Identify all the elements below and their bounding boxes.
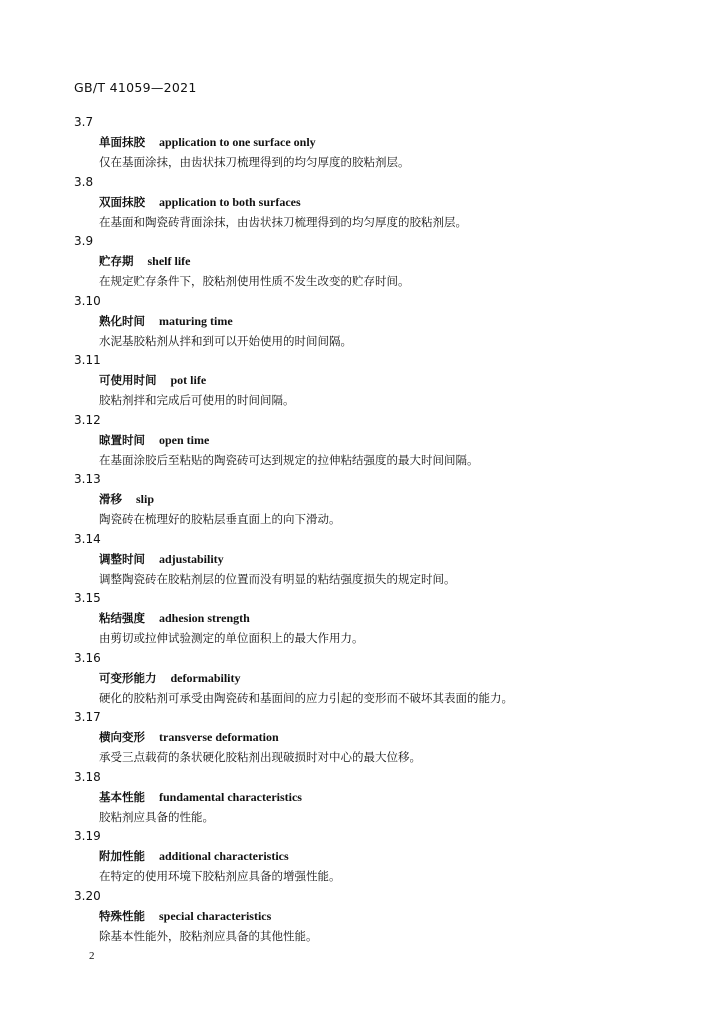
entry-number: 3.12 (74, 412, 101, 427)
entry-definition: 胶粘剂应具备的性能。 (99, 809, 214, 824)
entry-number: 3.17 (74, 710, 101, 724)
entry-definition: 在基面涂胶后至粘贴的陶瓷砖可达到规定的拉伸粘结强度的最大时间间隔。 (99, 452, 479, 467)
term-entry-3-9 (0, 231, 724, 291)
entry-number: 3.15 (74, 591, 101, 605)
term-chinese: 贮存期 (99, 254, 134, 268)
entry-definition: 承受三点载荷的条状硬化胶粘剂出现破损时对中心的最大位移。 (99, 750, 421, 764)
term-entry-3-11 (0, 350, 724, 410)
entry-number: 3.13 (74, 472, 101, 486)
term-chinese: 基本性能 (99, 789, 145, 804)
entry-term (99, 668, 241, 688)
entry-number: 3.8 (74, 174, 94, 189)
term-entry-3-7 (0, 112, 724, 172)
entry-term (99, 430, 209, 450)
entry-definition: 水泥基胶粘剂从拌和到可以开始使用的时间间隔。 (99, 333, 352, 348)
term-english: adhesion strength (159, 611, 250, 625)
entry-term (99, 311, 233, 331)
entry-definition: 由剪切或拉伸试验测定的单位面积上的最大作用力。 (99, 631, 364, 645)
term-english: application to one surface only (159, 135, 316, 149)
entry-definition: 仅在基面涂抹，由齿状抹刀梳理得到的均匀厚度的胶粘剂层。 (99, 155, 410, 169)
term-entry-3-20 (0, 886, 724, 946)
term-chinese: 滑移 (99, 492, 122, 506)
entry-number: 3.10 (74, 293, 101, 308)
term-chinese: 双面抹胶 (99, 194, 145, 209)
term-english: transverse deformation (159, 730, 279, 744)
entry-definition: 除基本性能外，胶粘剂应具备的其他性能。 (99, 928, 318, 943)
term-chinese: 可使用时间 (99, 373, 157, 387)
entry-definition: 胶粘剂拌和完成后可使用的时间间隔。 (99, 393, 295, 407)
entry-number: 3.7 (74, 115, 94, 129)
term-chinese: 横向变形 (99, 730, 145, 744)
term-english: pot life (170, 373, 207, 387)
entry-definition: 在特定的使用环境下胶粘剂应具备的增强性能。 (99, 869, 341, 883)
entry-term (99, 549, 224, 569)
term-chinese: 特殊性能 (99, 908, 145, 923)
entry-definition: 陶瓷砖在梳理好的胶粘层垂直面上的向下滑动。 (99, 512, 341, 526)
term-english: additional characteristics (159, 849, 289, 863)
term-chinese: 熟化时间 (99, 313, 145, 328)
term-chinese: 晾置时间 (99, 432, 145, 447)
entry-term (99, 251, 191, 271)
term-entry-3-15 (0, 588, 724, 648)
entry-term (99, 132, 316, 152)
term-entry-3-13 (0, 469, 724, 529)
term-english: application to both surfaces (159, 194, 301, 209)
term-chinese: 附加性能 (99, 849, 145, 863)
entry-term (99, 787, 302, 807)
term-english: deformability (170, 670, 241, 685)
entry-number: 3.19 (74, 829, 101, 843)
entry-number: 3.20 (74, 888, 101, 903)
entry-definition: 在基面和陶瓷砖背面涂抹，由齿状抹刀梳理得到的均匀厚度的胶粘剂层。 (99, 214, 467, 229)
term-entries-list (0, 112, 724, 945)
entry-number: 3.9 (74, 234, 94, 248)
document-header: GB/T 41059—2021 (74, 80, 197, 95)
term-english: maturing time (159, 313, 233, 328)
term-entry-3-12 (0, 410, 724, 470)
term-chinese: 单面抹胶 (99, 135, 145, 149)
term-entry-3-14 (0, 529, 724, 589)
term-english: special characteristics (159, 908, 272, 923)
entry-term (99, 370, 206, 390)
page-number: 2 (89, 950, 95, 962)
term-english: fundamental characteristics (159, 789, 302, 804)
term-chinese: 粘结强度 (99, 611, 145, 625)
term-english: slip (136, 492, 155, 506)
entry-term (99, 906, 271, 926)
term-entry-3-10 (0, 291, 724, 351)
term-english: shelf life (147, 254, 191, 268)
entry-number: 3.11 (74, 353, 101, 367)
term-entry-3-17 (0, 707, 724, 767)
entry-number: 3.16 (74, 650, 101, 665)
term-english: open time (159, 432, 210, 447)
entry-term (99, 489, 154, 509)
term-entry-3-8 (0, 172, 724, 232)
entry-term (99, 846, 289, 866)
entry-number: 3.14 (74, 531, 101, 546)
entry-definition: 在规定贮存条件下，胶粘剂使用性质不发生改变的贮存时间。 (99, 274, 410, 288)
term-entry-3-18 (0, 767, 724, 827)
entry-definition: 硬化的胶粘剂可承受由陶瓷砖和基面间的应力引起的变形而不破坏其表面的能力。 (99, 690, 513, 705)
entry-number: 3.18 (74, 769, 101, 784)
term-entry-3-16 (0, 648, 724, 708)
term-chinese: 调整时间 (99, 551, 145, 566)
entry-definition: 调整陶瓷砖在胶粘剂层的位置而没有明显的粘结强度损失的规定时间。 (99, 571, 456, 586)
entry-term (99, 608, 250, 628)
entry-term (99, 727, 279, 747)
term-english: adjustability (159, 551, 224, 566)
term-entry-3-19 (0, 826, 724, 886)
entry-term (99, 192, 301, 212)
term-chinese: 可变形能力 (99, 670, 157, 685)
